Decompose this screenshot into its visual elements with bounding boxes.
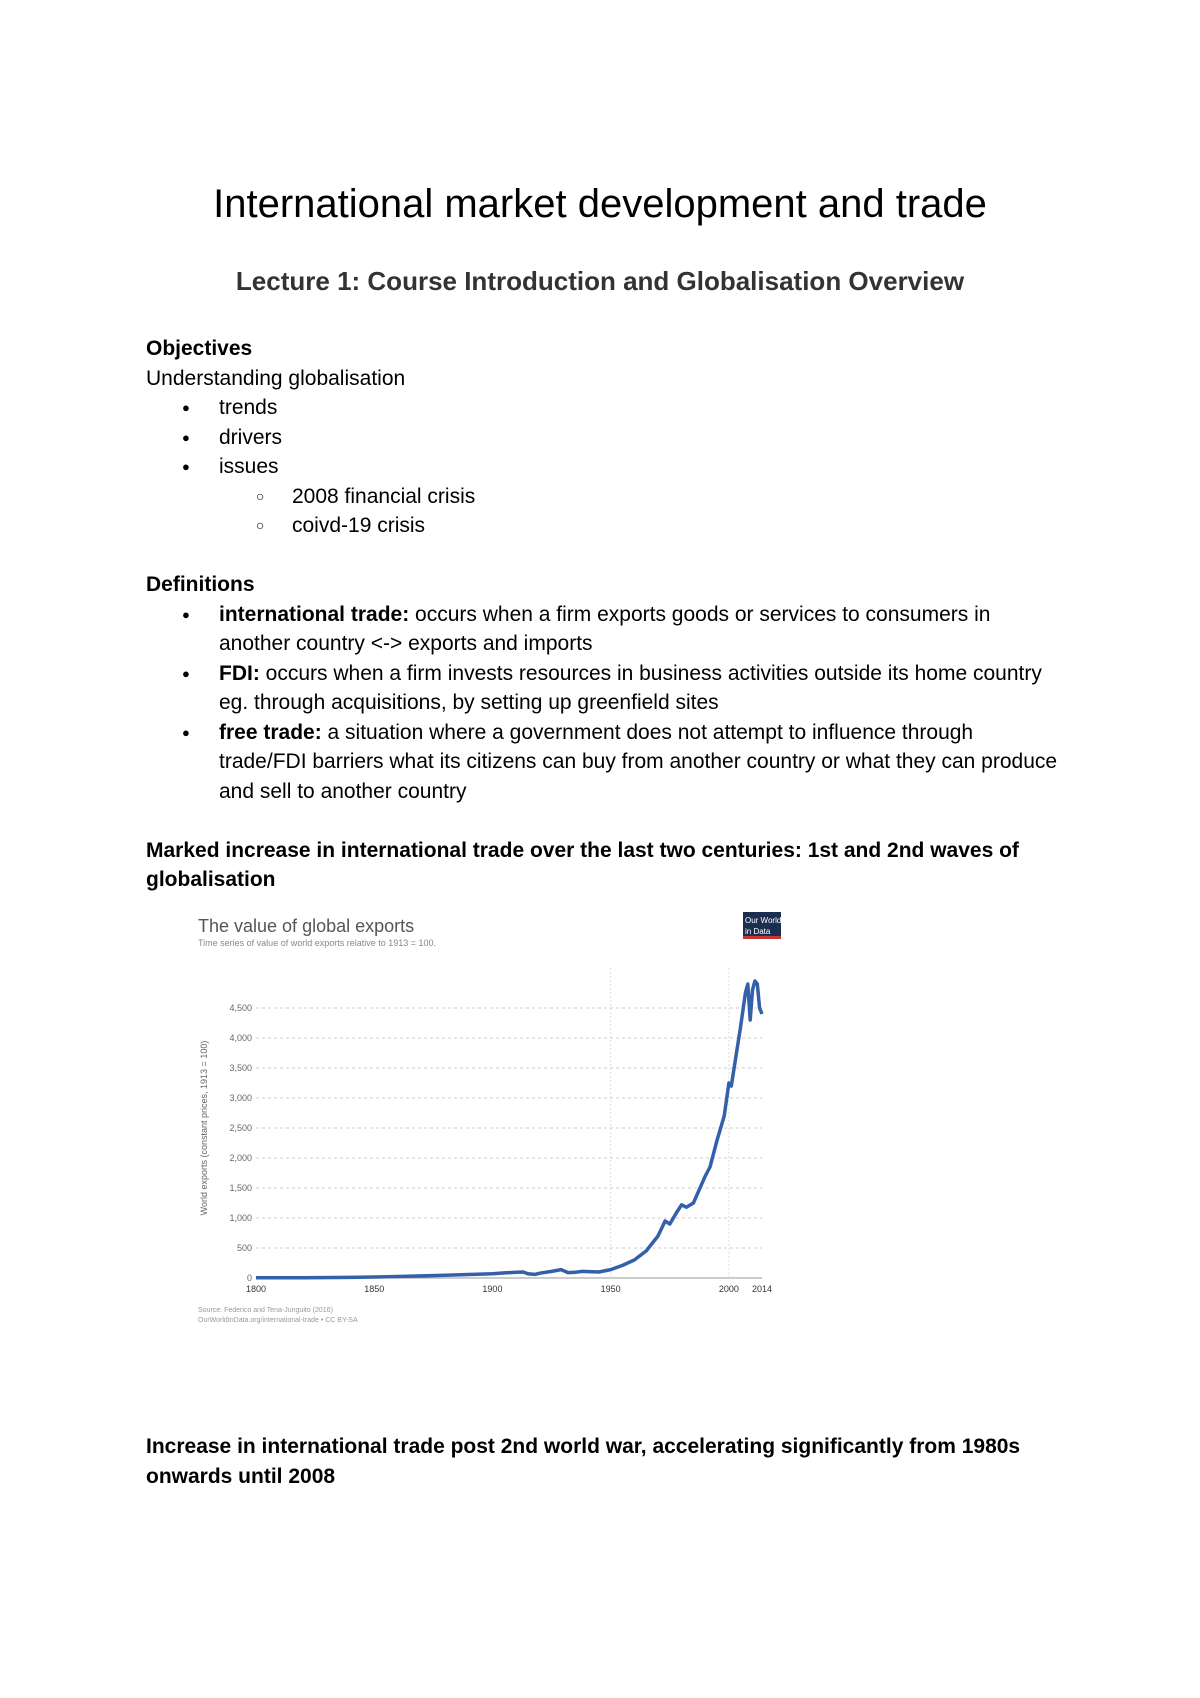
y-tick-label: 4,500	[229, 1003, 252, 1013]
chart-svg	[185, 908, 795, 1338]
definition-term: free trade:	[219, 720, 322, 744]
definitions-list	[146, 600, 1066, 807]
logo-underline	[743, 936, 781, 939]
y-tick-label: 2,500	[229, 1123, 252, 1133]
x-tick-label: 1900	[482, 1284, 503, 1294]
x-tick-label: 2014	[751, 1284, 773, 1294]
objectives-heading: Objectives	[146, 337, 253, 360]
y-tick-label: 500	[236, 1243, 252, 1253]
definition-term: international trade:	[219, 602, 410, 626]
section3-heading: Increase in international trade post 2nd world war, accelerating significantly from 1980s onwards until 2008	[146, 1435, 1021, 1488]
list-item: ● issues	[146, 452, 1066, 482]
y-tick-label: 1,500	[229, 1183, 252, 1193]
x-tick-label: 2000	[718, 1284, 739, 1294]
document-subtitle: Lecture 1: Course Introduction and Globalisation Overview	[235, 266, 965, 296]
section2-heading: Marked increase in international trade over the last two centuries: 1st and 2nd waves of globalisation	[146, 838, 1019, 891]
document-title: International market development and trade	[213, 182, 987, 226]
y-tick-label: 2,000	[229, 1153, 252, 1163]
y-tick-label: 1,000	[229, 1213, 252, 1223]
definition-text: occurs when a firm exports goods or services to consumers in another country <-> exports and imports	[219, 602, 991, 655]
objectives-list	[146, 393, 1066, 482]
definitions-heading: Definitions	[146, 573, 255, 596]
x-tick-label: 1800	[245, 1284, 267, 1294]
chart-license: OurWorldInData.org/international-trade • CC BY-SA	[198, 1317, 358, 1324]
definition-text: occurs when a firm invests resources in business activities outside its home country eg. through acquisitions, by setting up greenfield sites	[219, 661, 1042, 714]
y-tick-label: 4,000	[229, 1033, 252, 1043]
x-tick-label: 1950	[600, 1284, 621, 1294]
chart-title: The value of global exports	[198, 916, 415, 936]
list-item: ● drivers	[146, 423, 1066, 453]
objectives-intro: Understanding globalisation	[146, 366, 406, 390]
global-exports-chart	[185, 908, 795, 1338]
list-item: ● trends	[146, 393, 1066, 423]
definition-item	[146, 718, 1066, 807]
list-item: ○ 2008 financial crisis	[146, 482, 1066, 512]
logo-text-line2: in Data	[745, 927, 771, 936]
chart-subtitle: Time series of value of world exports relative to 1913 = 100.	[198, 938, 437, 948]
issues-sublist	[146, 482, 1066, 541]
list-item: ○ coivd-19 crisis	[146, 511, 1066, 541]
document-body	[146, 334, 1066, 895]
x-tick-label: 1850	[364, 1284, 385, 1294]
definition-term: FDI:	[219, 661, 260, 685]
logo-text-line1: Our World	[745, 916, 782, 925]
chart-source: Source: Federico and Tena-Junguito (2016)	[198, 1307, 333, 1314]
definition-item	[146, 659, 1066, 718]
y-tick-label: 0	[246, 1273, 252, 1283]
y-tick-label: 3,000	[229, 1093, 252, 1103]
definition-text: a situation where a government does not attempt to influence through trade/FDI barriers what its citizens can buy from another country or what they can produce and sell to another country	[219, 720, 1058, 803]
series-line	[256, 981, 762, 1278]
y-tick-label: 3,500	[229, 1063, 252, 1073]
y-axis-label: World exports (constant prices, 1913 = 100)	[199, 1040, 209, 1216]
definition-item	[146, 600, 1066, 659]
